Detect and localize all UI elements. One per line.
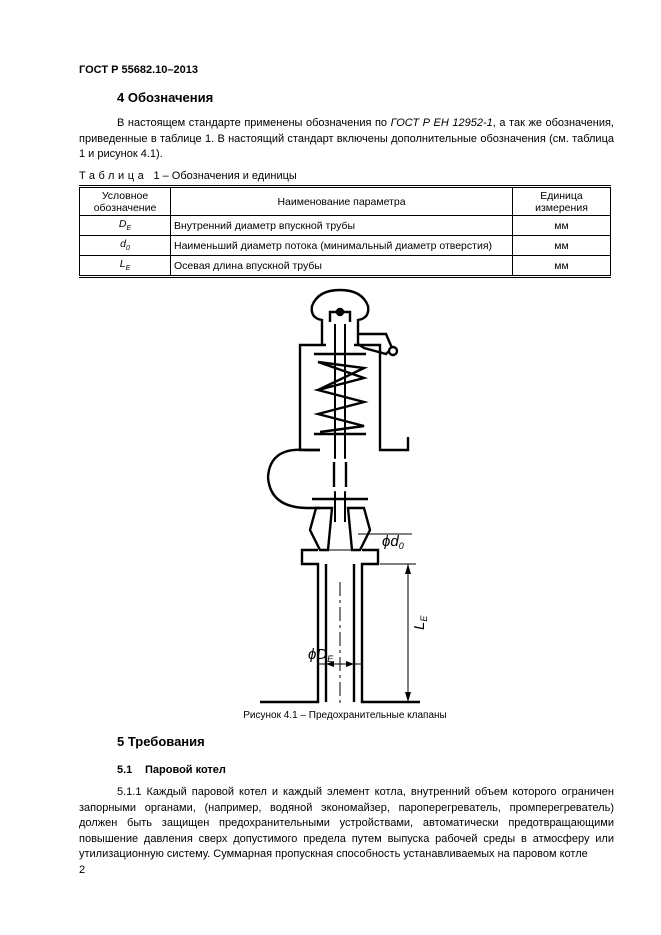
seat-left: [310, 508, 332, 550]
section-5-1-1-paragraph: [79, 785, 614, 863]
unit-cell: мм: [513, 256, 611, 277]
column-header-parameter: Наименование параметра: [171, 187, 513, 216]
table-row: [80, 216, 611, 236]
cap-pin-icon: [337, 309, 343, 315]
section-4-paragraph: [79, 116, 614, 163]
parameter-cell: Осевая длина впускной трубы: [171, 256, 513, 277]
para-text: 5.1.1 Каждый паровой котел и каждый элемент котла, внутренний объем которого ограничен запорными органами, (например, водяной экономайзер, пароперегреватель, промперегреватель) должен быть защищен предохранительными устройствами, автоматически предотвращающими повышение давления сверх допустимого предела путем выпуска рабочей среды в атмосферу или утилизационную систему. Суммарная пропускная способность устанавливаемых на паровом котле: [79, 786, 614, 860]
de-label: $\phi D_E$: [308, 646, 334, 664]
symbol-cell: $D_E$: [80, 216, 171, 236]
seat-right: [348, 508, 370, 550]
section-5-heading: 5 Требования: [117, 734, 205, 749]
unit-cell: мм: [513, 216, 611, 236]
subsection-title: Паровой котел: [145, 764, 226, 776]
symbol-cell: $d_0$: [80, 236, 171, 256]
lever-pin-icon: [389, 347, 397, 355]
parameter-cell: Наименьший диаметр потока (минимальный диаметр отверстия): [171, 236, 513, 256]
section-4-heading: 4 Обозначения: [117, 90, 214, 105]
para-text-b: , а так же обозначения, приведенные в таблице 1. В настоящий стандарт включены дополнительные обозначения (см. таблица 1 и рисунок 4.1).: [79, 117, 614, 160]
le-label: $L_E$: [411, 615, 429, 630]
column-header-symbol: Условное обозначение: [80, 187, 171, 216]
d0-label: $\phi d_0$: [382, 533, 404, 551]
para-text-a: В настоящем стандарте применены обозначения по: [117, 117, 391, 129]
document-code: ГОСТ Р 55682.10–2013: [79, 64, 198, 76]
valve-cap: [312, 290, 369, 345]
table-row: [80, 256, 611, 277]
subsection-number: 5.1: [117, 764, 133, 776]
standard-reference: ГОСТ Р ЕН 12952-1: [390, 117, 493, 129]
table-caption-word: Таблица: [79, 170, 148, 182]
unit-cell: мм: [513, 236, 611, 256]
table-caption-rest: 1 – Обозначения и единицы: [147, 170, 297, 182]
safety-valve-drawing: [240, 282, 440, 707]
symbol-cell: $L_E$: [80, 256, 171, 277]
figure-caption: Рисунок 4.1 – Предохранительные клапаны: [243, 710, 447, 721]
column-header-unit: Единица измерения: [513, 187, 611, 216]
inlet-pipe-left: [260, 550, 318, 702]
parameter-cell: Внутренний диаметр впускной трубы: [171, 216, 513, 236]
designations-table: [79, 185, 611, 278]
table-caption: [79, 170, 297, 182]
table-row: [80, 236, 611, 256]
page-number: 2: [79, 864, 86, 876]
subsection-5-1-heading: [117, 764, 226, 776]
